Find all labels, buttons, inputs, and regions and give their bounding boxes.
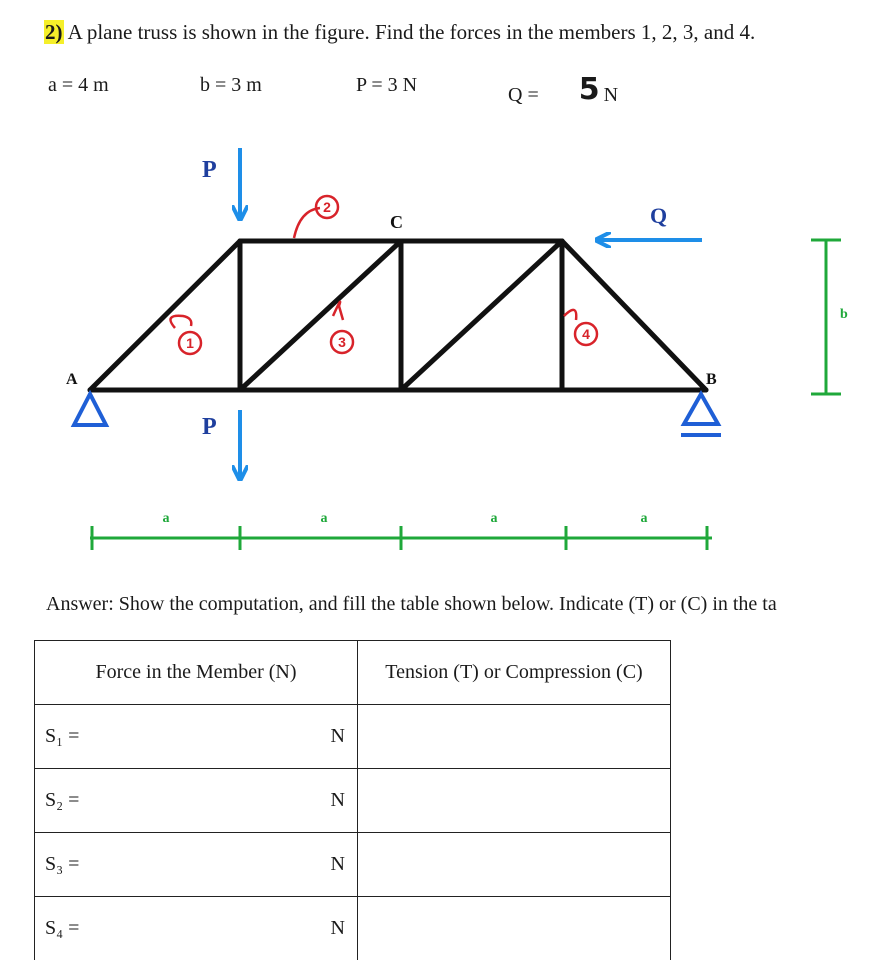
table-row [35, 833, 671, 897]
tc-cell-s4[interactable] [358, 897, 671, 961]
end-diagonal-right [562, 241, 706, 390]
force-cell-s4[interactable] [35, 897, 358, 961]
answer-instruction: Answer: Show the computation, and fill the table shown below. Indicate (T) or (C) in the ta [46, 593, 777, 615]
marker-1: 1 [186, 335, 194, 351]
force-cell-s1[interactable] [35, 705, 358, 769]
row-label: S₁ = [45, 725, 80, 747]
tc-cell-s2[interactable] [358, 769, 671, 833]
truss-figure [0, 130, 881, 560]
table-header-row [35, 641, 671, 705]
span-label-3: a [490, 511, 498, 526]
row-label: S₂ = [45, 789, 80, 811]
row-unit: N [330, 789, 345, 811]
given-q-unit: N [603, 84, 619, 106]
table-row [35, 897, 671, 961]
marker-3: 3 [338, 334, 346, 350]
question-text [44, 20, 755, 45]
header-tension-compression: Tension (T) or Compression (C) [358, 641, 671, 705]
given-q [508, 68, 619, 107]
given-q-value: 5 [578, 72, 600, 107]
force-cell-s3[interactable] [35, 833, 358, 897]
member-3 [240, 241, 401, 390]
node-a-label: A [66, 371, 78, 388]
given-p: P = 3 N [356, 74, 418, 96]
row-label: S₃ = [45, 853, 80, 875]
diagonal-right [401, 241, 562, 390]
given-b: b = 3 m [200, 74, 262, 96]
roller-support-b [681, 394, 721, 435]
member-1 [90, 241, 240, 390]
force-cell-s2[interactable] [35, 769, 358, 833]
header-force: Force in the Member (N) [35, 641, 358, 705]
node-b-label: B [706, 371, 717, 388]
load-p-bottom-label: P [202, 414, 217, 440]
member-markers [171, 196, 598, 354]
span-label-2: a [320, 511, 328, 526]
row-unit: N [330, 725, 345, 747]
row-unit: N [330, 853, 345, 875]
load-p-top-label: P [202, 157, 217, 183]
height-dimension [811, 240, 841, 394]
marker-2: 2 [323, 199, 331, 215]
question-number: 2) [45, 20, 63, 44]
height-label: b [840, 307, 848, 322]
given-a: a = 4 m [48, 74, 109, 96]
marker-4: 4 [582, 326, 590, 342]
tc-cell-s3[interactable] [358, 833, 671, 897]
given-q-label: Q = [508, 84, 539, 106]
node-c-label: C [390, 212, 403, 232]
table-row [35, 769, 671, 833]
span-label-4: a [640, 511, 648, 526]
row-unit: N [330, 917, 345, 939]
table-row [35, 705, 671, 769]
pin-support-a [74, 394, 106, 425]
tc-cell-s1[interactable] [358, 705, 671, 769]
span-dimension [90, 526, 712, 550]
span-label-1: a [162, 511, 170, 526]
row-label: S₄ = [45, 917, 80, 939]
load-q-label: Q [650, 203, 668, 228]
answer-table [34, 640, 671, 960]
question-body: A plane truss is shown in the figure. Find the forces in the members 1, 2, 3, and 4. [67, 20, 756, 44]
